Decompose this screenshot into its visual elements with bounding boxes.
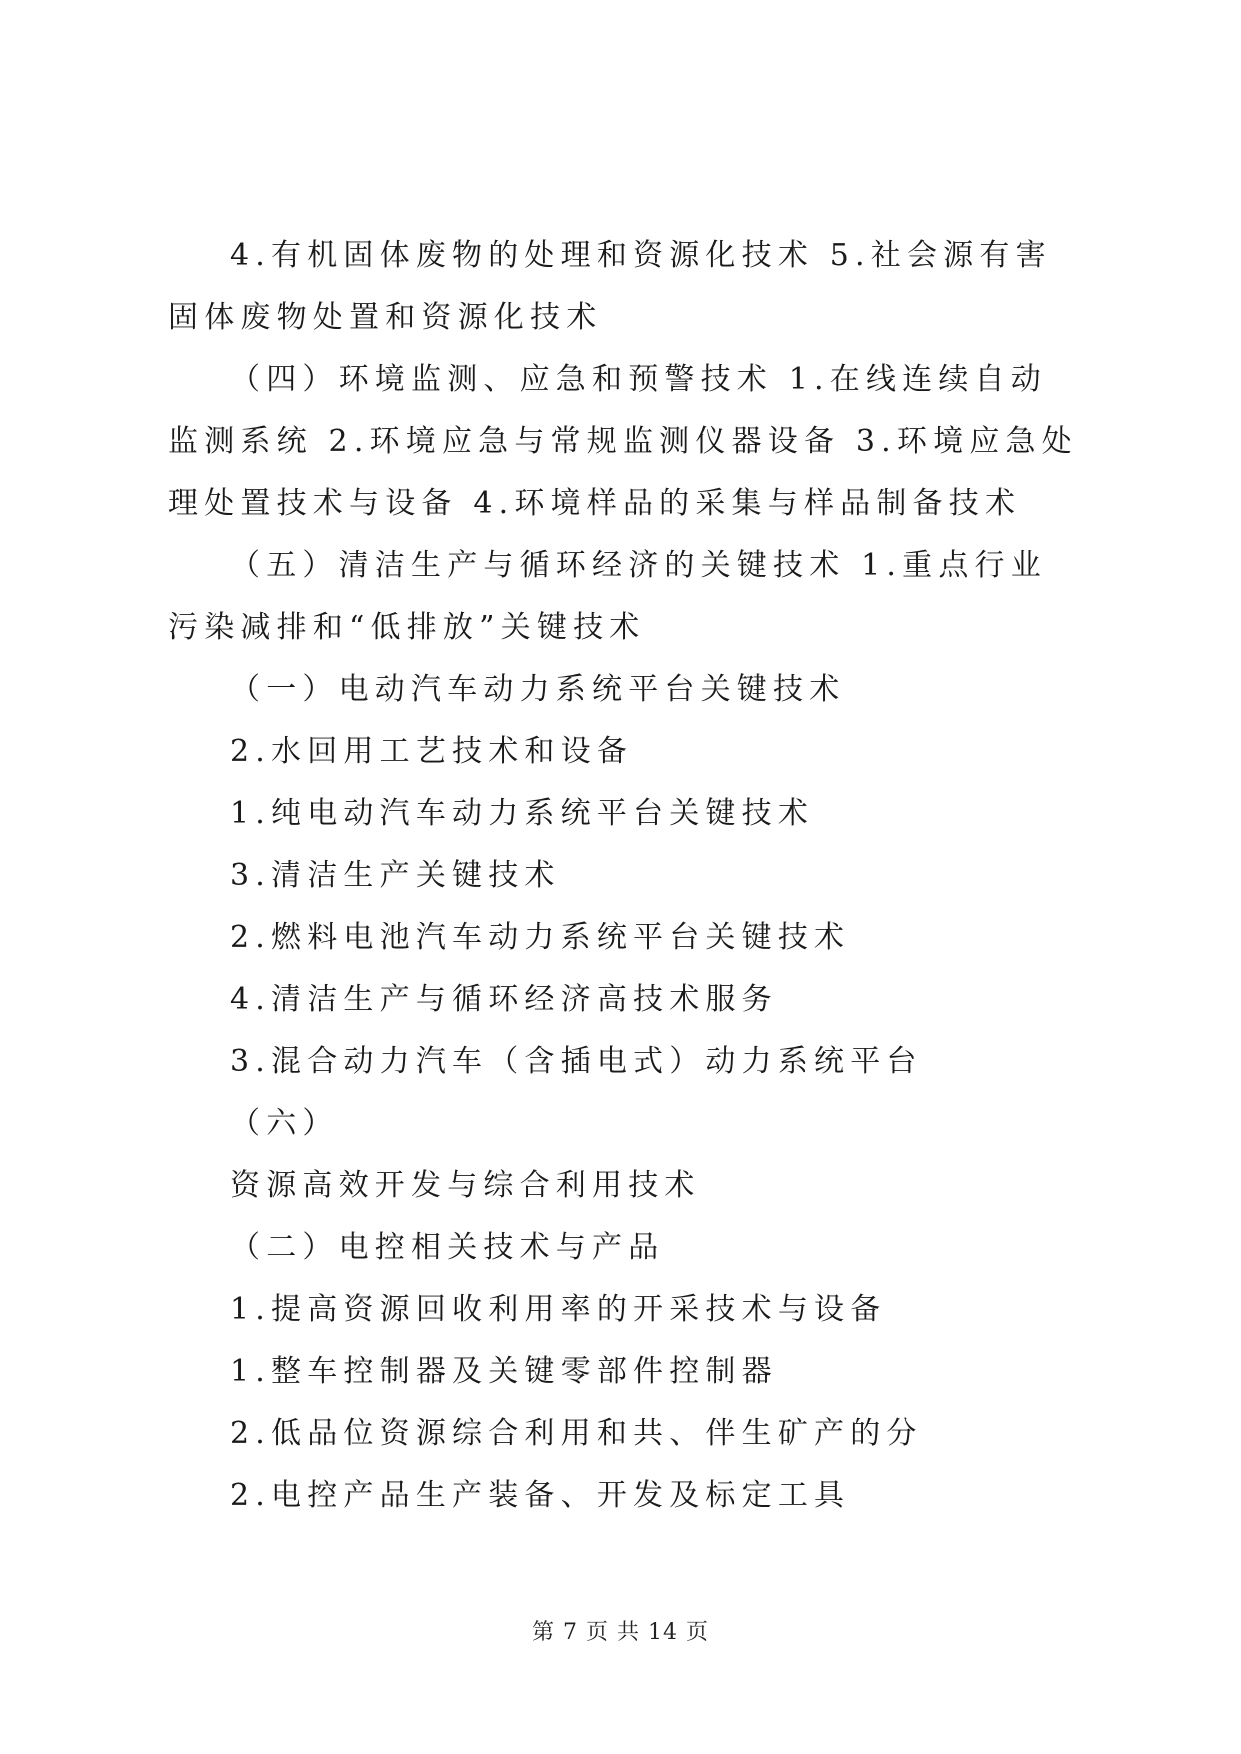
list-item: 1.整车控制器及关键零部件控制器: [230, 1354, 778, 1389]
list-item: （六）: [230, 1106, 339, 1141]
page-number-footer: 第 7 页 共 14 页: [532, 1620, 709, 1645]
list-item: （一）电动汽车动力系统平台关键技术: [230, 672, 846, 707]
list-item: 2.水回用工艺技术和设备: [230, 734, 634, 769]
list-item: 1.纯电动汽车动力系统平台关键技术: [230, 796, 815, 831]
list-item: 3.清洁生产关键技术: [230, 858, 561, 893]
list-item: 1.提高资源回收利用率的开采技术与设备: [230, 1292, 887, 1327]
paragraph-solid-waste: 4.有机固体废物的处理和资源化技术 5.社会源有害固体废物处置和资源化技术: [168, 238, 1052, 335]
document-body: [168, 225, 1080, 1527]
list-item: 2.低品位资源综合利用和共、伴生矿产的分: [230, 1416, 923, 1451]
list-item: 资源高效开发与综合利用技术: [230, 1168, 701, 1203]
list-item: （二）电控相关技术与产品: [230, 1230, 665, 1265]
list-item: 2.燃料电池汽车动力系统平台关键技术: [230, 920, 851, 955]
paragraph-section-4-monitoring: （四）环境监测、应急和预警技术 1.在线连续自动监测系统 2.环境应急与常规监测仪器设备 3.环境应急处理处置技术与设备 4.环境样品的采集与样品制备技术: [168, 362, 1078, 521]
paragraph-section-5-clean-production: （五）清洁生产与循环经济的关键技术 1.重点行业污染减排和“低排放”关键技术: [168, 548, 1047, 645]
list-item: 4.清洁生产与循环经济高技术服务: [230, 982, 778, 1017]
list-item: 2.电控产品生产装备、开发及标定工具: [230, 1478, 851, 1513]
list-item: 3.混合动力汽车（含插电式）动力系统平台: [230, 1044, 923, 1079]
